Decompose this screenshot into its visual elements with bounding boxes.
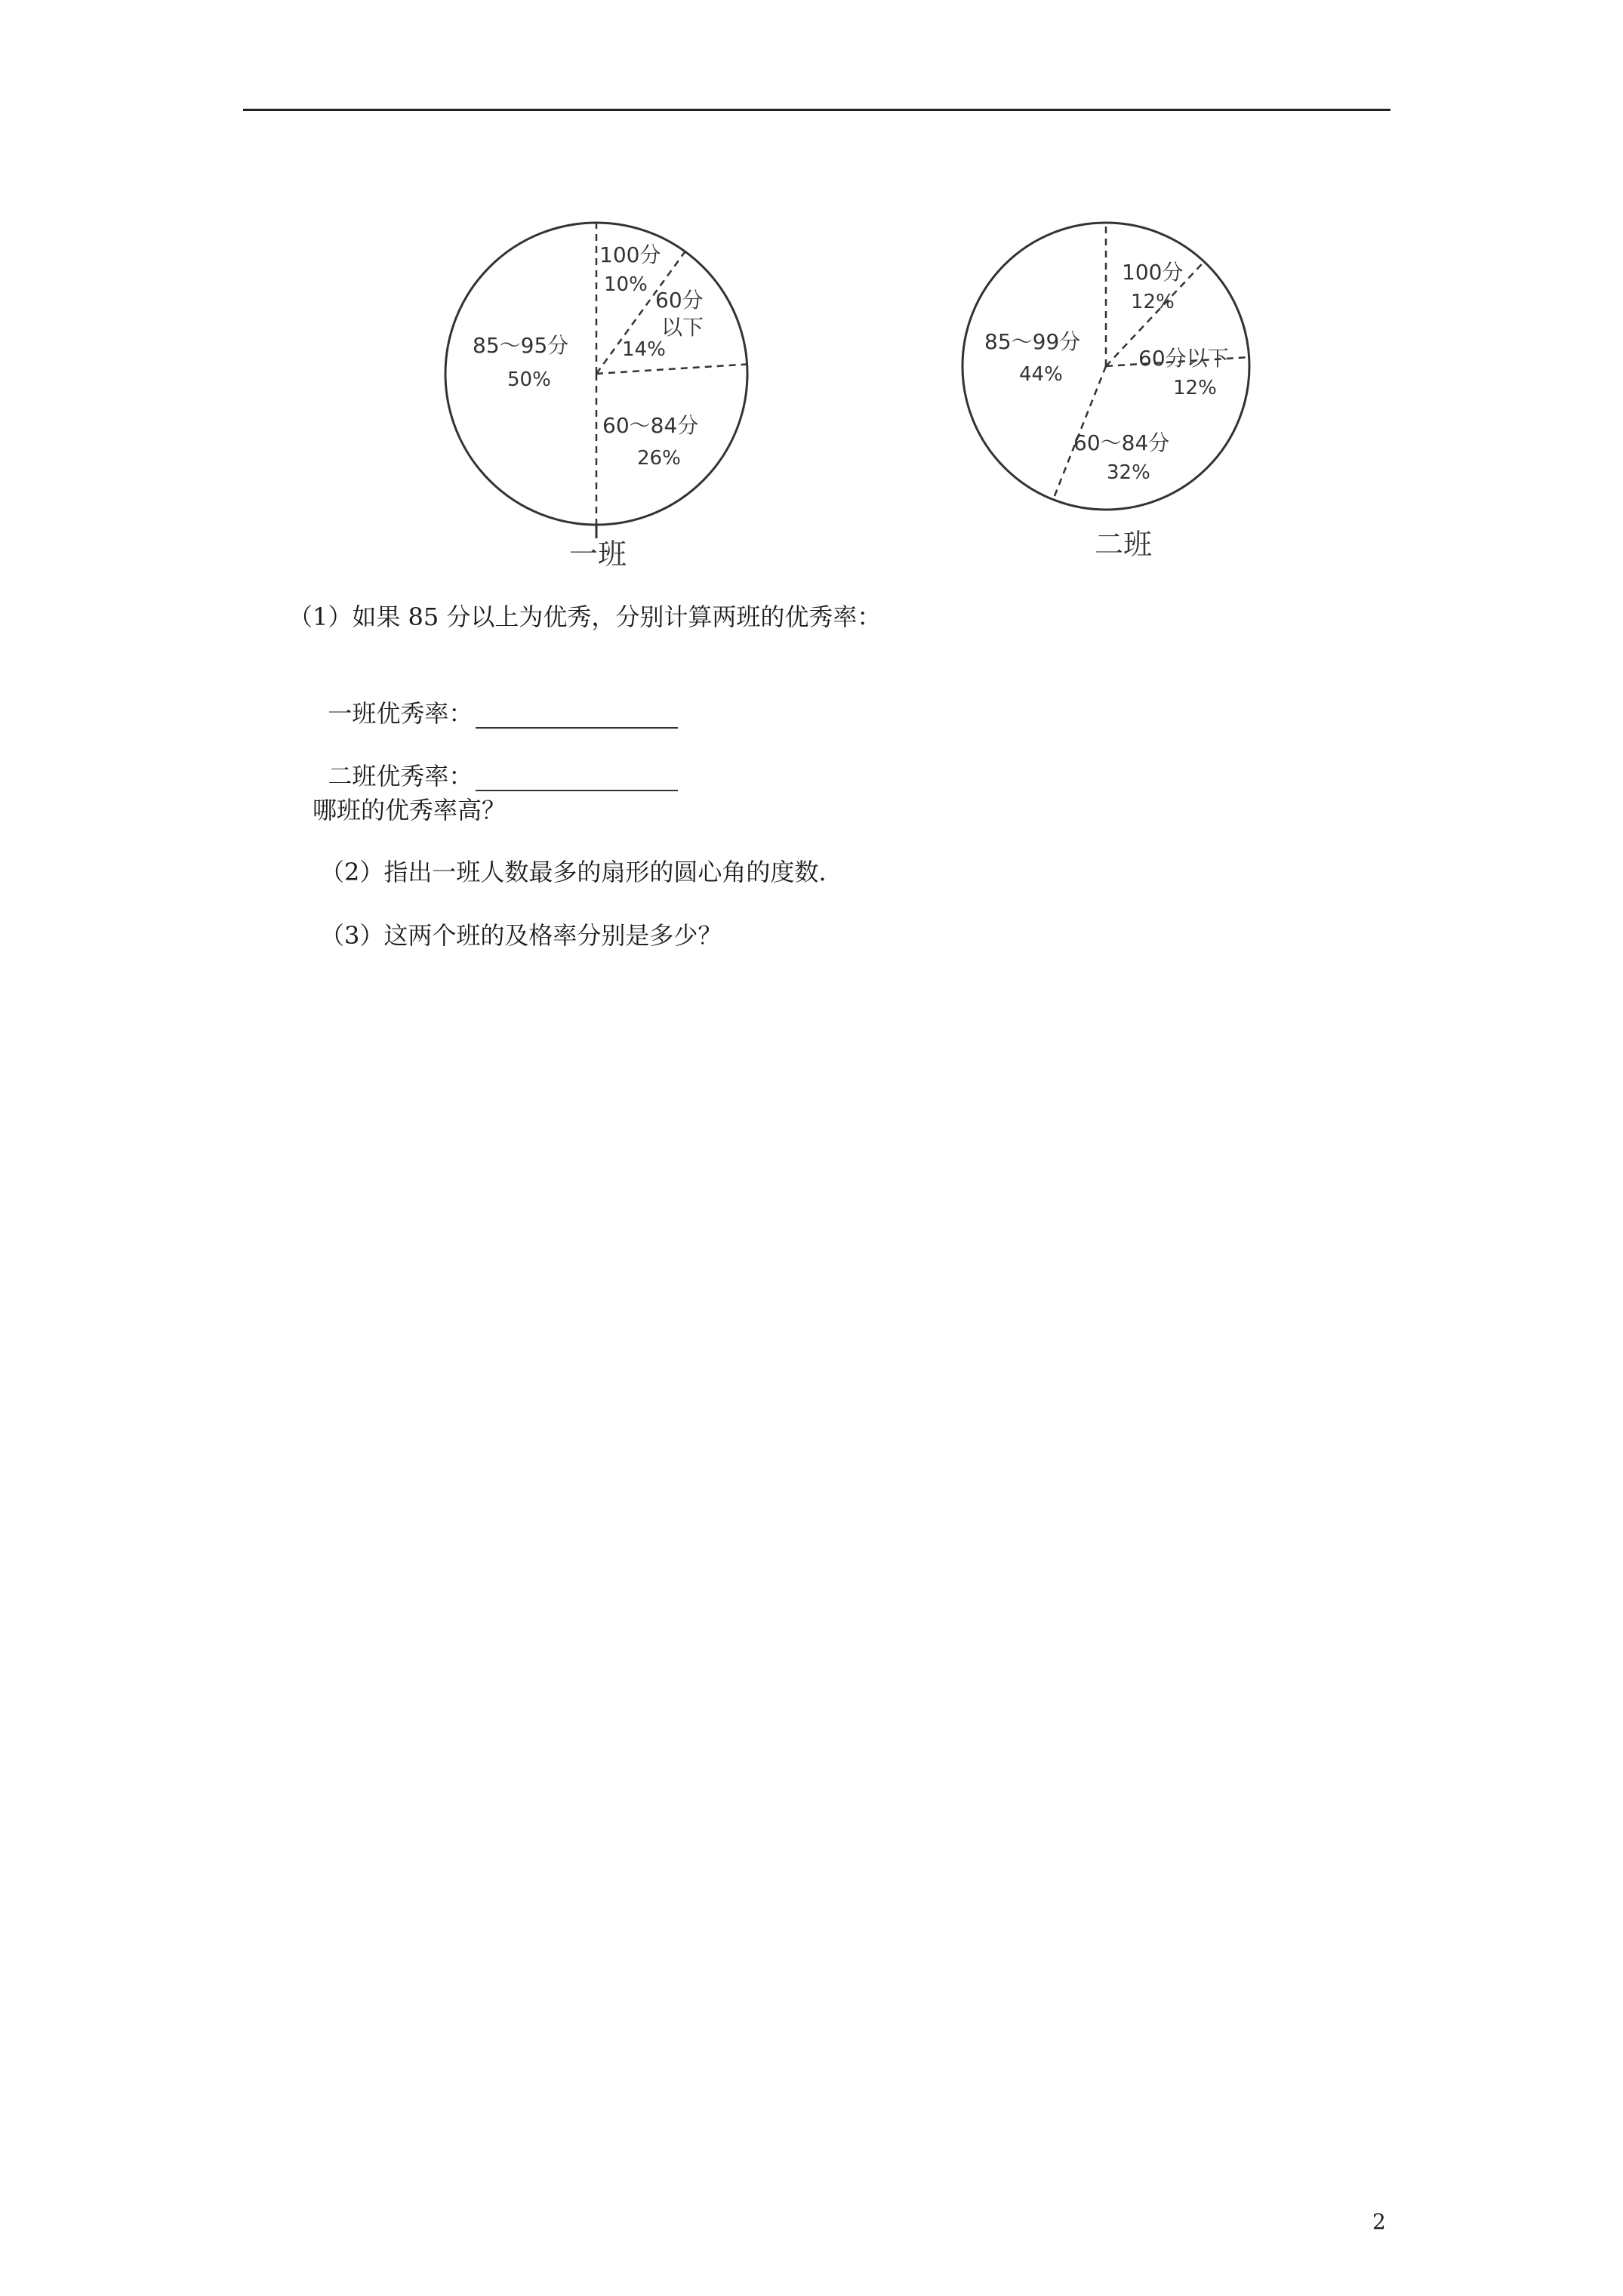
slice-pct-6084: 26% xyxy=(637,447,681,470)
question-which-class: 哪班的优秀率高？ xyxy=(313,796,507,824)
slice-pct-8599: 44% xyxy=(1019,363,1063,386)
question-3: （3）这两个班的及格率分别是多少？ xyxy=(320,921,722,950)
slice-boundaries xyxy=(596,223,747,525)
answer-blank-class2[interactable] xyxy=(476,764,678,791)
slice-label-6084: 60～84分 xyxy=(602,413,699,438)
slice-label-100: 100分 xyxy=(1122,260,1184,285)
slice-label-8595: 85～95分 xyxy=(473,333,569,358)
slice-pct-6084: 32% xyxy=(1107,461,1150,484)
slice-label-below60: 60分以下 xyxy=(1138,346,1229,371)
chart-title-class2: 二班 xyxy=(1094,528,1153,561)
slice-label-100: 100分 xyxy=(599,242,661,267)
question-1: （1）如果 85 分以上为优秀，分别计算两班的优秀率： xyxy=(288,603,882,631)
question-2: （2）指出一班人数最多的扇形的圆心角的度数. xyxy=(320,858,827,886)
pie-chart-class2 xyxy=(959,219,1276,574)
slice-pct-8595: 50% xyxy=(507,368,551,391)
answer-blank-class1[interactable] xyxy=(476,701,678,729)
slice-label-6084: 60～84分 xyxy=(1073,430,1170,455)
pie-chart-class1 xyxy=(438,215,755,570)
answer-line-class2 xyxy=(313,731,678,791)
slice-pct-100: 12% xyxy=(1131,291,1175,313)
slice-label-below60-2: 以下 xyxy=(661,315,704,340)
slice-pct-100: 10% xyxy=(604,273,648,296)
slice-pct-below60: 14% xyxy=(622,338,666,361)
slice-label-8599: 85～99分 xyxy=(984,329,1081,354)
page-number: 2 xyxy=(1372,2209,1386,2234)
slice-label-below60: 60分 xyxy=(655,288,704,313)
answer-label-class1: 一班优秀率： xyxy=(328,699,473,728)
chart-title-class1: 一班 xyxy=(568,538,627,570)
answer-line-class1 xyxy=(313,668,678,729)
slice-boundary xyxy=(596,364,747,374)
header-rule xyxy=(243,109,1390,111)
slice-pct-below60: 12% xyxy=(1173,377,1217,399)
answer-label-class2: 二班优秀率： xyxy=(328,762,473,791)
